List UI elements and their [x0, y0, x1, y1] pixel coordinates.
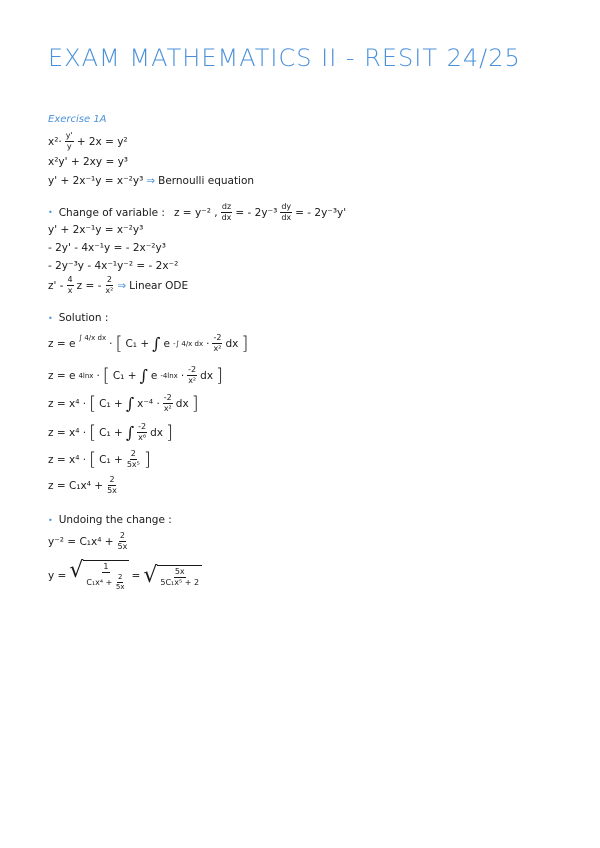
dz-dx-fraction: $\frac{dz}{dx}$	[221, 202, 232, 222]
implies-arrow: ⇒	[146, 175, 156, 187]
bernoulli-label: Bernoulli equation	[158, 175, 255, 187]
eq1-part-a: x²·	[48, 135, 62, 148]
solution-line-5: z = x⁴ · [ C₁ + $\frac{2}{\text{5x⁵}}$ ]	[48, 448, 151, 470]
sqrt-icon: √	[143, 562, 158, 588]
integral-sign: ∫	[125, 422, 135, 442]
exercise-heading: Exercise 1A	[48, 114, 107, 125]
change-of-variable-line: • Change of variable : z = y⁻² , $\frac{dz}{dx}$ = - 2y⁻³ $\frac{dy}{dx}$ = - 2y⁻³y'	[48, 202, 347, 222]
solution-line-1: z = e ∫ 4/x dx · [ C₁ + ∫ e -∫ 4/x dx · $\frac{-2}{\text{x²}}$ dx ]	[48, 332, 249, 354]
sqrt-expression: √ 1 C₁x⁴ + $\frac{2}{5x}$	[69, 560, 128, 591]
bullet-icon: •	[48, 313, 53, 323]
undo-line-2: y = √ 1 C₁x⁴ + $\frac{2}{5x}$ = √ $\frac{5x}{\text{5C₁x⁵ + 2}}$	[48, 560, 202, 591]
equation-line-2: x²y' + 2xy = y³	[48, 156, 129, 168]
section-label: Change of variable :	[58, 206, 165, 219]
eq1-part-b: + 2x = y²	[76, 135, 128, 148]
equation-line-1	[48, 132, 128, 151]
change-line-4: z' - $\frac{4}{x}$ z = - $\frac{2}{\text{x²}}$ ⇒ Linear ODE	[48, 275, 189, 295]
equation-line-3: y' + 2x⁻¹y = x⁻²y³ ⇒ Bernoulli equation	[48, 175, 255, 187]
solution-line-3: z = x⁴ · [ C₁ + ∫ x⁻⁴ · $\frac{-2}{\text{x²}}$ dx ]	[48, 392, 199, 414]
integral-sign: ∫	[125, 393, 135, 413]
change-line-2: - 2y' - 4x⁻¹y = - 2x⁻²y³	[48, 242, 166, 254]
linear-ode-label: Linear ODE	[129, 279, 189, 292]
sqrt-expression: √ $\frac{5x}{\text{5C₁x⁵ + 2}}$	[143, 565, 202, 587]
bullet-icon: •	[48, 515, 53, 525]
undo-heading: • Undoing the change :	[48, 514, 172, 526]
change-line-3: - 2y⁻³y - 4x⁻¹y⁻² = - 2x⁻²	[48, 260, 179, 272]
undo-line-1: y⁻² = C₁x⁴ + $\frac{2}{5x}$	[48, 531, 128, 551]
integral-sign: ∫	[139, 365, 148, 385]
solution-line-6: z = C₁x⁴ + $\frac{2}{5x}$	[48, 475, 117, 495]
bullet-icon: •	[48, 208, 53, 217]
change-line-1: y' + 2x⁻¹y = x⁻²y³	[48, 224, 144, 236]
page-title: EXAM MATHEMATICS II - RESIT 24/25	[48, 44, 521, 72]
dy-dx-fraction: $\frac{dy}{dx}$	[281, 202, 292, 222]
eq1-fraction: $\frac{y'}{y}$	[65, 131, 73, 151]
sqrt-icon: √	[69, 558, 84, 583]
solution-heading: • Solution :	[48, 312, 109, 324]
solution-line-4: z = x⁴ · [ C₁ + ∫ $\frac{-2}{\text{x⁶}}$ dx ]	[48, 421, 174, 443]
integral-sign: ∫	[152, 333, 161, 353]
implies-arrow: ⇒	[117, 279, 127, 292]
solution-line-2: z = e 4lnx · [ C₁ + ∫ e -4lnx · $\frac{-2}{\text{x²}}$ dx ]	[48, 364, 224, 386]
